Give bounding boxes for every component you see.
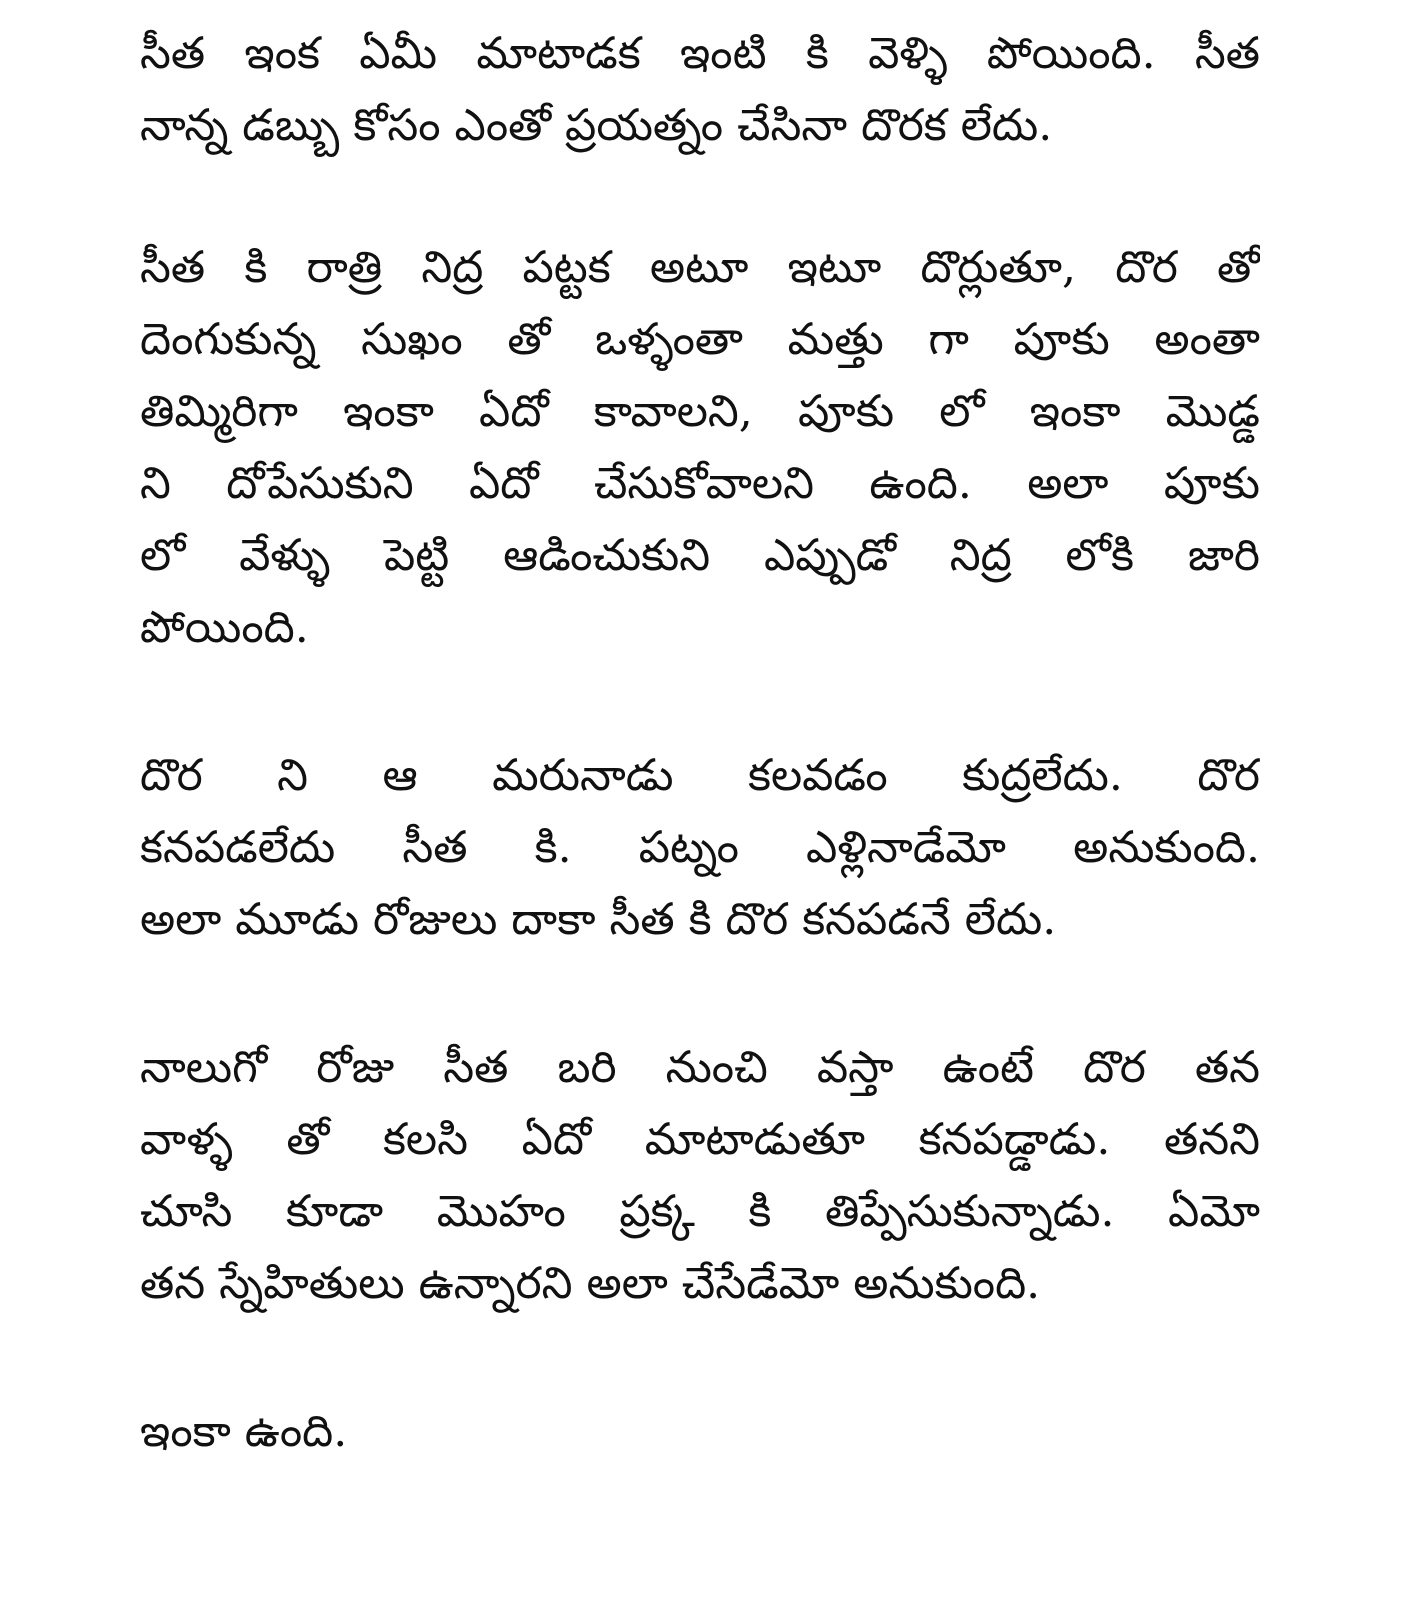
text-line: దొర ని ఆ మరునాడు కలవడం కుద్రలేదు. దొర xyxy=(140,750,1260,801)
paragraph-2 xyxy=(140,232,1260,664)
text-line: నాన్న డబ్బు కోసం ఎంతో ప్రయత్నం చేసినా దొరక లేదు. xyxy=(140,100,1053,151)
text-line: నాలుగో రోజు సీత బరి నుంచి వస్తా ఉంటే దొర తన xyxy=(140,1042,1260,1093)
paragraph-5 xyxy=(140,1396,1260,1468)
text-line: తిమ్మిరిగా ఇంకా ఏదో కావాలని, పూకు లో ఇంకా మొడ్డ xyxy=(140,386,1260,437)
text-line: కనపడలేదు సీత కి. పట్నం ఎళ్లినాడేమో అనుకుంది. xyxy=(140,822,1260,873)
text-line: సీత ఇంక ఏమీ మాటాడక ఇంటి కి వెళ్ళి పోయింది. సీత xyxy=(140,28,1260,79)
text-line: దెంగుకున్న సుఖం తో ఒళ్ళంతా మత్తు గా పూకు అంతా xyxy=(140,314,1260,365)
paragraph-4 xyxy=(140,1032,1260,1320)
text-line: పోయింది. xyxy=(140,602,309,653)
text-line: చూసి కూడా మొహం ప్రక్క కి తిప్పేసుకున్నాడు. ఏమో xyxy=(140,1186,1260,1237)
text-line: లో వేళ్ళు పెట్టి ఆడించుకుని ఎప్పుడో నిద్ర లోకి జారి xyxy=(140,530,1260,581)
text-line: అలా మూడు రోజులు దాకా సీత కి దొర కనపడనే లేదు. xyxy=(140,894,1057,945)
text-line: సీత కి రాత్రి నిద్ర పట్టక అటూ ఇటూ దొర్లుతూ, దొర తో xyxy=(140,242,1260,293)
text-line: ని దోపేసుకుని ఏదో చేసుకోవాలని ఉంది. అలా పూకు xyxy=(140,458,1260,509)
paragraph-3 xyxy=(140,740,1260,956)
text-line: వాళ్ళ తో కలసి ఏదో మాటాడుతూ కనపడ్డాడు. తనని xyxy=(140,1114,1260,1165)
paragraph-1 xyxy=(140,18,1260,162)
document-page xyxy=(140,0,1260,1600)
text-line: తన స్నేహితులు ఉన్నారని అలా చేసేడేమో అనుకుంది. xyxy=(140,1258,1041,1309)
text-line: ఇంకా ఉంది. xyxy=(140,1406,348,1457)
